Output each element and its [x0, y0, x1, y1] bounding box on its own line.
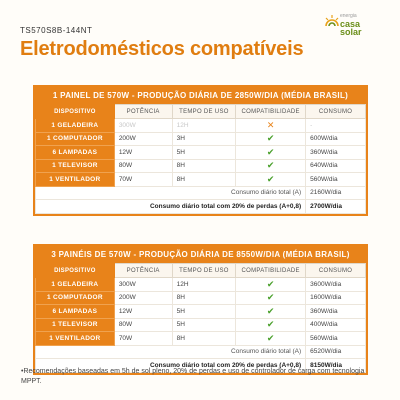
col-time: TEMPO DE USO: [172, 264, 236, 278]
power-cell: 200W: [114, 291, 172, 305]
panel-1-table: [33, 85, 368, 216]
device-cell: 1 TELEVISOR: [36, 159, 115, 173]
device-cell: 1 GELADEIRA: [36, 119, 115, 133]
loss-label: Consumo diário total com 20% de perdas (A+0,8): [36, 359, 306, 373]
header-row: [36, 264, 366, 278]
device-cell: 6 LAMPADAS: [36, 305, 115, 319]
power-cell: 12W: [114, 146, 172, 160]
compat-cell: [236, 305, 306, 319]
device-cell: 1 GELADEIRA: [36, 278, 115, 292]
table-row: [36, 278, 366, 292]
total-value: 2160W/dia: [306, 186, 366, 200]
power-cell: 12W: [114, 305, 172, 319]
check-icon: ✔: [266, 305, 275, 316]
consumption-cell: 360W/dia: [306, 146, 366, 160]
col-consumption: CONSUMO: [306, 105, 366, 119]
check-icon: ✔: [266, 133, 275, 144]
loss-row: [36, 200, 366, 214]
time-cell: 5H: [172, 318, 236, 332]
sun-icon: [324, 14, 340, 30]
product-code: TS570S8B-144NT: [20, 26, 93, 35]
footnote: •Recomendações baseadas em 5h de sol pleno, 20% de perdas e uso de controlador de carga com tecnologia MPPT.: [21, 368, 365, 385]
time-cell: 5H: [172, 305, 236, 319]
time-cell: 5H: [172, 146, 236, 160]
compat-cell: [236, 278, 306, 292]
loss-value: 2700W/dia: [306, 200, 366, 214]
check-icon: ✔: [266, 319, 275, 330]
compat-cell: [236, 146, 306, 160]
compat-cell: [236, 119, 306, 133]
check-icon: ✔: [266, 146, 275, 157]
compat-cell: [236, 173, 306, 187]
col-compat: COMPATIBILIDADE: [236, 264, 306, 278]
table-row: [36, 132, 366, 146]
page-title: Eletrodomésticos compatíveis: [20, 38, 304, 60]
power-cell: 200W: [114, 132, 172, 146]
device-cell: 1 VENTILADOR: [36, 173, 115, 187]
x-icon: ✕: [266, 119, 275, 130]
device-cell: 6 LAMPADAS: [36, 146, 115, 160]
table-row: [36, 119, 366, 133]
power-cell: 300W: [114, 278, 172, 292]
total-value: 6520W/dia: [306, 345, 366, 359]
header-row: [36, 105, 366, 119]
compat-cell: [236, 159, 306, 173]
col-consumption: CONSUMO: [306, 264, 366, 278]
check-icon: ✔: [266, 160, 275, 171]
power-cell: 80W: [114, 318, 172, 332]
compat-cell: [236, 332, 306, 346]
loss-label: Consumo diário total com 20% de perdas (A+0,8): [36, 200, 306, 214]
table-row: [36, 318, 366, 332]
consumption-cell: 600W/dia: [306, 132, 366, 146]
time-cell: 8H: [172, 291, 236, 305]
consumption-cell: 360W/dia: [306, 305, 366, 319]
consumption-cell: 1600W/dia: [306, 291, 366, 305]
total-label: Consumo diário total (A): [36, 345, 306, 359]
loss-value: 8150W/dia: [306, 359, 366, 373]
table-row: [36, 173, 366, 187]
time-cell: 3H: [172, 132, 236, 146]
brand-name: [340, 12, 362, 36]
check-icon: ✔: [266, 332, 275, 343]
total-label: Consumo diário total (A): [36, 186, 306, 200]
time-cell: 12H: [172, 278, 236, 292]
check-icon: ✔: [266, 173, 275, 184]
check-icon: ✔: [266, 278, 275, 289]
consumption-cell: 560W/dia: [306, 332, 366, 346]
consumption-cell: -: [306, 119, 366, 133]
table-row: [36, 159, 366, 173]
brand-logo: [322, 12, 382, 40]
col-compat: COMPATIBILIDADE: [236, 105, 306, 119]
consumption-cell: 560W/dia: [306, 173, 366, 187]
device-cell: 1 VENTILADOR: [36, 332, 115, 346]
time-cell: 8H: [172, 173, 236, 187]
panel-1-heading: 1 PAINEL DE 570W - PRODUÇÃO DIÁRIA DE 2850W/DIA (MÉDIA BRASIL): [35, 87, 366, 104]
table-row: [36, 332, 366, 346]
panel-2-grid: [35, 263, 366, 373]
compat-cell: [236, 132, 306, 146]
check-icon: ✔: [266, 292, 275, 303]
brand-line1: casa: [340, 19, 361, 29]
panel-2-table: [33, 244, 368, 375]
table-row: [36, 305, 366, 319]
table-row: [36, 146, 366, 160]
power-cell: 70W: [114, 173, 172, 187]
compat-cell: [236, 291, 306, 305]
compat-cell: [236, 318, 306, 332]
table-row: [36, 291, 366, 305]
device-cell: 1 COMPUTADOR: [36, 132, 115, 146]
brand-tagline: energia: [340, 13, 357, 19]
consumption-cell: 640W/dia: [306, 159, 366, 173]
col-device: DISPOSITIVO: [36, 264, 115, 278]
device-cell: 1 TELEVISOR: [36, 318, 115, 332]
brand-line2: solar: [340, 27, 362, 37]
total-row: [36, 345, 366, 359]
consumption-cell: 400W/dia: [306, 318, 366, 332]
col-power: POTÊNCIA: [114, 105, 172, 119]
panel-1-grid: [35, 104, 366, 214]
time-cell: 8H: [172, 159, 236, 173]
power-cell: 70W: [114, 332, 172, 346]
total-row: [36, 186, 366, 200]
time-cell: 12H: [172, 119, 236, 133]
consumption-cell: 3600W/dia: [306, 278, 366, 292]
col-device: DISPOSITIVO: [36, 105, 115, 119]
power-cell: 80W: [114, 159, 172, 173]
panel-2-heading: 3 PAINÉIS DE 570W - PRODUÇÃO DIÁRIA DE 8550W/DIA (MÉDIA BRASIL): [35, 246, 366, 263]
col-time: TEMPO DE USO: [172, 105, 236, 119]
col-power: POTÊNCIA: [114, 264, 172, 278]
device-cell: 1 COMPUTADOR: [36, 291, 115, 305]
power-cell: 300W: [114, 119, 172, 133]
time-cell: 8H: [172, 332, 236, 346]
